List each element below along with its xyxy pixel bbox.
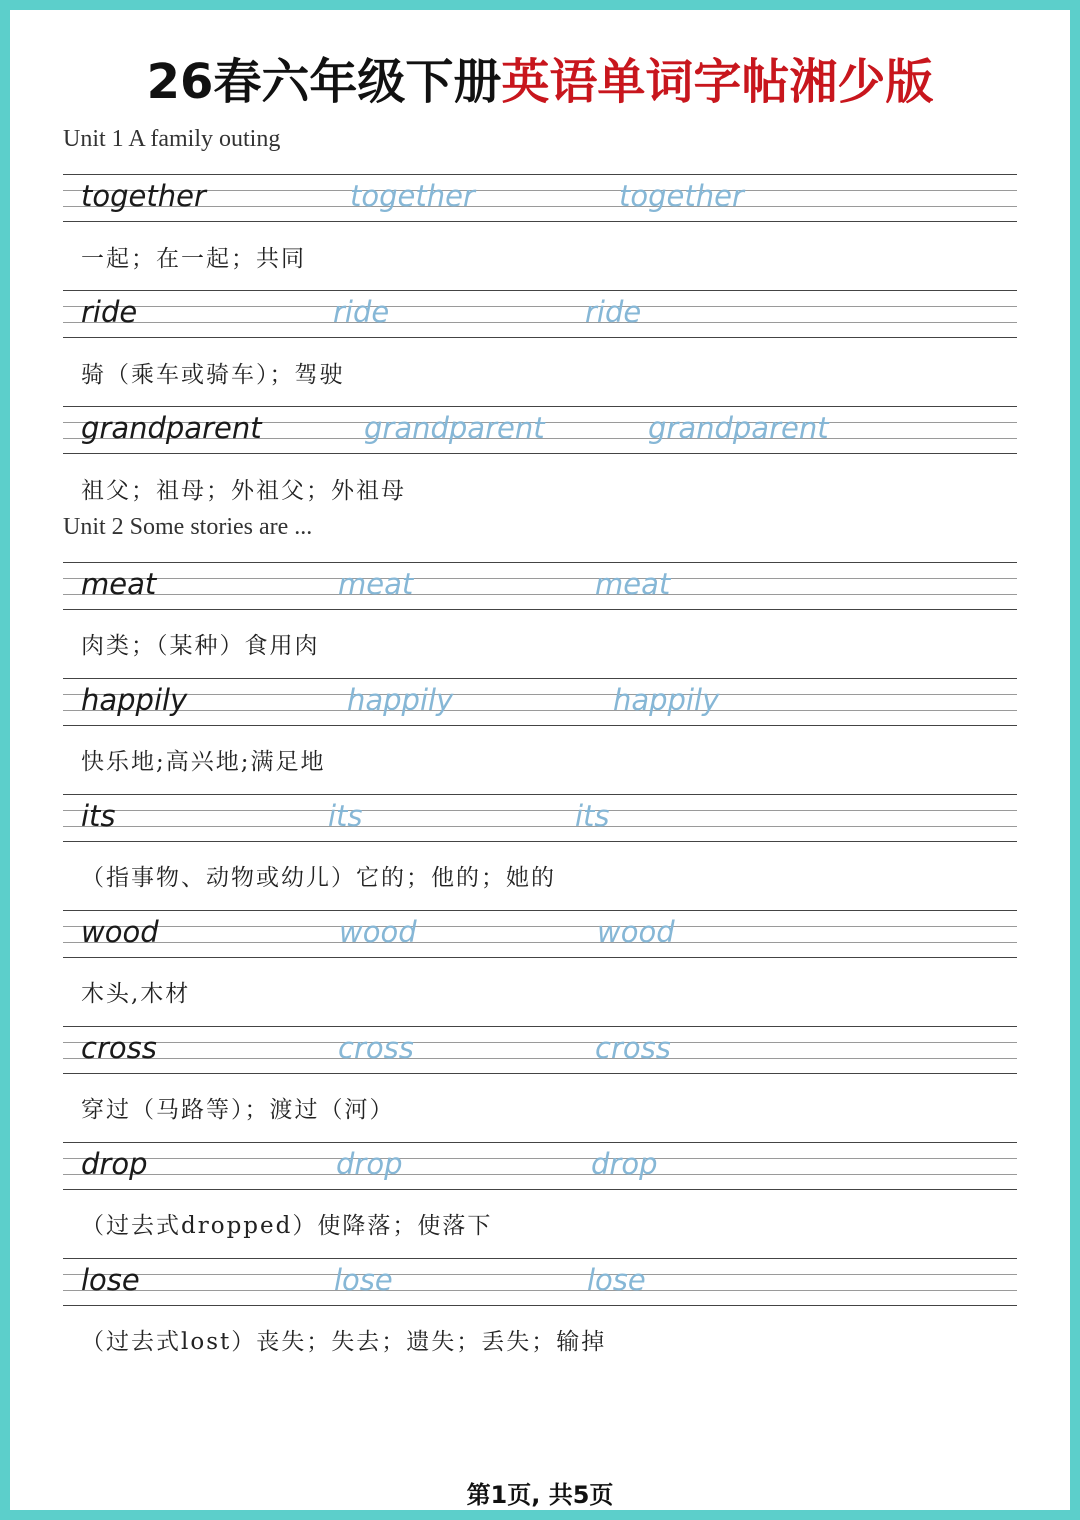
trace-word: its [575, 799, 610, 833]
trace-word: cross [595, 1031, 671, 1065]
word-meaning: （过去式dropped）使降落；使落下 [81, 1213, 493, 1239]
word-meaning: 穿过（马路等）；渡过（河） [81, 1097, 395, 1123]
title-black: 26春六年级下册 [146, 54, 502, 110]
word-text: wood [81, 915, 159, 949]
word-text: meat [81, 567, 157, 601]
word-meaning: 祖父；祖母；外祖父；外祖母 [81, 478, 406, 504]
trace-word: happily [613, 683, 720, 717]
trace-word: ride [333, 295, 390, 329]
writing-lines [63, 794, 1017, 842]
writing-lines [63, 1142, 1017, 1190]
trace-word: wood [597, 915, 675, 949]
word-meaning: 骑（乘车或骑车）；驾驶 [81, 362, 345, 388]
trace-word: grandparent [364, 411, 545, 445]
writing-lines [63, 174, 1017, 222]
trace-word: together [619, 179, 744, 213]
word-meaning: （指事物、动物或幼儿）它的；他的；她的 [81, 865, 556, 891]
word-meaning: （过去式lost）丧失；失去；遗失；丢失；输掉 [81, 1329, 607, 1355]
word-text: its [81, 799, 116, 833]
writing-lines [63, 910, 1017, 958]
writing-lines [63, 1026, 1017, 1074]
trace-word: drop [336, 1147, 403, 1181]
title-red: 英语单词字帖湘少版 [501, 54, 934, 110]
trace-word: meat [595, 567, 671, 601]
unit-heading: Unit 2 Some stories are ... [63, 514, 313, 540]
word-meaning: 木头,木材 [81, 981, 191, 1007]
unit-heading: Unit 1 A family outing [63, 126, 281, 152]
writing-lines [63, 290, 1017, 338]
trace-word: cross [338, 1031, 414, 1065]
trace-word: happily [347, 683, 454, 717]
trace-word: its [328, 799, 363, 833]
writing-lines [63, 1258, 1017, 1306]
word-text: drop [81, 1147, 148, 1181]
trace-word: lose [334, 1263, 393, 1297]
word-text: grandparent [81, 411, 262, 445]
word-meaning: 一起；在一起；共同 [81, 246, 306, 272]
trace-word: grandparent [648, 411, 829, 445]
word-text: together [81, 179, 206, 213]
writing-lines [63, 406, 1017, 454]
writing-lines [63, 678, 1017, 726]
page-footer: 第1页, 共5页 [466, 1481, 614, 1509]
word-text: lose [81, 1263, 140, 1297]
page-title [0, 50, 1080, 114]
word-meaning: 快乐地;高兴地;满足地 [81, 749, 326, 775]
trace-word: lose [587, 1263, 646, 1297]
word-text: happily [81, 683, 188, 717]
writing-lines [63, 562, 1017, 610]
word-meaning: 肉类；（某种）食用肉 [81, 633, 320, 659]
trace-word: ride [585, 295, 642, 329]
word-text: ride [81, 295, 138, 329]
word-text: cross [81, 1031, 157, 1065]
trace-word: drop [591, 1147, 658, 1181]
trace-word: meat [338, 567, 414, 601]
trace-word: wood [339, 915, 417, 949]
trace-word: together [350, 179, 475, 213]
